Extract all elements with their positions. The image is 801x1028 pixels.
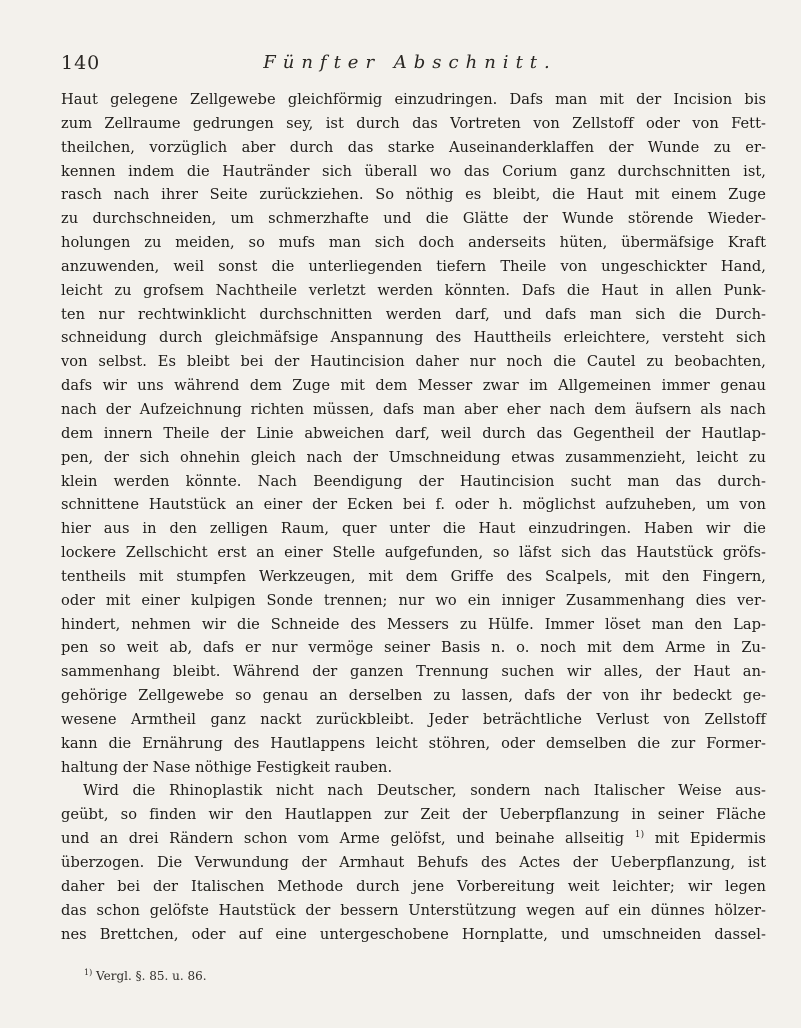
text-line: geübt, so finden wir den Hautlappen zur Zeit der Ueberpflanzung in seiner Fläche <box>61 806 766 824</box>
footnote-reference[interactable]: 1) <box>634 830 645 841</box>
text-line: dafs wir uns während dem Zuge mit dem Messer zwar im Allgemeinen immer genau <box>61 377 766 395</box>
text-line: pen, der sich ohnehin gleich nach der Umschneidung etwas zusammenzieht, leicht zu <box>61 448 766 466</box>
text-line: hindert, nehmen wir die Schneide des Messers zu Hülfe. Immer löset man den Lap- <box>61 615 766 633</box>
text-line: schnittene Hautstück an einer der Ecken bei f. oder h. möglichst aufzuheben, um von <box>61 496 766 514</box>
footnote-text: Vergl. §. 85. u. 86. <box>96 969 207 983</box>
text-line: schneidung durch gleichmäfsige Anspannung des Hauttheils erleichtere, versteht sich <box>61 329 766 347</box>
text-line: Wird die Rhinoplastik nicht nach Deutscher, sondern nach Italischer Weise aus- <box>83 782 766 800</box>
text-line: hier aus in den zelligen Raum, quer unter die Haut einzudringen. Haben wir die <box>61 520 766 538</box>
text-line-with-footnote <box>61 827 766 851</box>
text-fragment: mit Epidermis <box>654 830 766 848</box>
text-line: gehörige Zellgewebe so genau an derselben zu lassen, dafs der von ihr bedeckt ge- <box>61 687 766 705</box>
text-line: kann die Ernährung des Hautlappens leicht stöhren, oder demselben die zur Former- <box>61 734 766 752</box>
text-line: zum Zellraume gedrungen sey, ist durch das Vortreten von Zellstoff oder von Fett- <box>61 114 766 132</box>
text-line: tentheils mit stumpfen Werkzeugen, mit dem Griffe des Scalpels, mit den Fingern, <box>61 567 766 585</box>
text-line: theilchen, vorzüglich aber durch das starke Auseinanderklaffen der Wunde zu er- <box>61 138 766 156</box>
text-line: das schon gelöfste Hautstück der bessern Unterstützung wegen auf ein dünnes hölzer- <box>61 901 766 919</box>
text-line: holungen zu meiden, so mufs man sich doch anderseits hüten, übermäfsige Kraft <box>61 234 766 252</box>
running-head: Fünfter Abschnitt. <box>263 52 557 73</box>
text-fragment: und an drei Rändern schon vom Arme gelöfst, und beinahe allseitig <box>61 830 625 848</box>
text-line: pen so weit ab, dafs er nur vermöge seiner Basis n. o. noch mit dem Arme in Zu- <box>61 639 766 657</box>
text-line: haltung der Nase nöthige Festigkeit rauben. <box>61 758 393 776</box>
text-line: ten nur rechtwinklicht durchschnitten werden darf, und dafs man sich die Durch- <box>61 305 766 323</box>
text-line: klein werden könnte. Nach Beendigung der Hautincision sucht man das durch- <box>61 472 766 490</box>
text-line: anzuwenden, weil sonst die unterliegenden tiefern Theile von ungeschickter Hand, <box>61 257 766 275</box>
text-line: wesene Armtheil ganz nackt zurückbleibt. Jeder beträchtliche Verlust von Zellstoff <box>61 710 766 728</box>
footnote <box>84 968 207 983</box>
text-line: leicht zu grofsem Nachtheile verletzt werden könnten. Dafs die Haut in allen Punk- <box>61 281 766 299</box>
text-line: Haut gelegene Zellgewebe gleichförmig einzudringen. Dafs man mit der Incision bis <box>61 91 766 108</box>
text-line: lockere Zellschicht erst an einer Stelle aufgefunden, so läfst sich das Hautstück gröfs- <box>61 544 766 562</box>
page-number: 140 <box>61 52 101 74</box>
text-line: nes Brettchen, oder auf eine untergeschobene Hornplatte, und umschneiden dassel- <box>61 925 766 943</box>
text-line: daher bei der Italischen Methode durch jene Vorbereitung weit leichter; wir legen <box>61 877 766 895</box>
body-text <box>61 88 766 946</box>
text-line: kennen indem die Hautränder sich überall wo das Corium ganz durchschnitten ist, <box>61 162 766 180</box>
text-line: von selbst. Es bleibt bei der Hautincision daher nur noch die Cautel zu beobachten, <box>61 353 766 371</box>
text-line: sammenhang bleibt. Während der ganzen Trennung suchen wir alles, der Haut an- <box>61 663 766 681</box>
text-line: dem innern Theile der Linie abweichen darf, weil durch das Gegentheil der Hautlap- <box>61 424 766 442</box>
text-line: überzogen. Die Verwundung der Armhaut Behufs des Actes der Ueberpflanzung, ist <box>61 854 766 871</box>
text-line: rasch nach ihrer Seite zurückziehen. So nöthig es bleibt, die Haut mit einem Zuge <box>61 186 766 204</box>
text-line: zu durchschneiden, um schmerzhafte und die Glätte der Wunde störende Wieder- <box>61 210 766 228</box>
text-line: oder mit einer kulpigen Sonde trennen; nur wo ein inniger Zusammenhang dies ver- <box>61 591 766 609</box>
footnote-marker: 1) <box>84 968 93 977</box>
text-line: nach der Aufzeichnung richten müssen, dafs man aber eher nach dem äufsern als nach <box>61 400 766 418</box>
